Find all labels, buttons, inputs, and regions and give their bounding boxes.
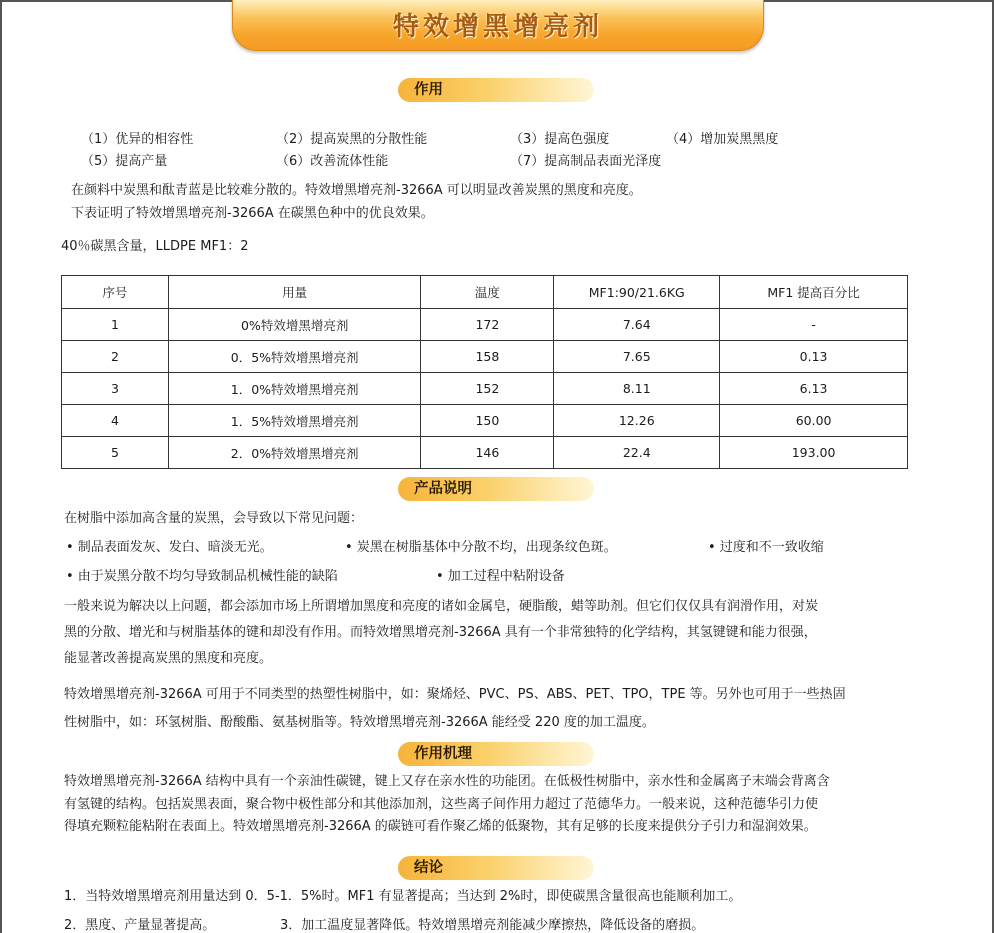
- table-cell: 0.13: [720, 341, 908, 373]
- mechanism-line: 得填充颗粒能粘附在表面上。特效增黑增亮剂-3266A 的碳链可看作聚乙烯的低聚物，其有足够的长度来提供分子引力和湿润效果。: [64, 819, 817, 834]
- mechanism-line: 特效增黑增亮剂-3266A 结构中具有一个亲油性碳键，键上又存在亲水性的功能团。在低极性树脂中，亲水性和金属离子末端会背离含: [64, 774, 830, 789]
- problem-bullet: • 制品表面发灰、发白、暗淡无光。: [66, 540, 273, 555]
- product-paragraph-line: 能显著改善提高炭黑的黑度和亮度。: [64, 651, 273, 666]
- table-cell: 12.26: [554, 405, 720, 437]
- table-cell: 2．0%特效增黑增亮剂: [168, 437, 421, 469]
- table-cell: 1: [62, 309, 169, 341]
- section-heading-mechanism: 作用机理: [398, 742, 594, 766]
- intro-line: 在颜料中炭黑和酞青蓝是比较难分散的。特效增黑增亮剂-3266A 可以明显改善炭黑的黑度和亮度。: [71, 183, 642, 198]
- table-cell: 5: [62, 437, 169, 469]
- feature-item: （7）提高制品表面光泽度: [510, 154, 662, 169]
- table-header-row: [62, 276, 908, 309]
- table-cell: 60.00: [720, 405, 908, 437]
- product-lead: 在树脂中添加高含量的炭黑，会导致以下常见问题：: [64, 511, 364, 526]
- table-cell: 172: [421, 309, 554, 341]
- conclusion-item: 2．黑度、产量显著提高。: [64, 918, 216, 933]
- table-row: [62, 373, 908, 405]
- table-row: [62, 405, 908, 437]
- feature-item: （3）提高色强度: [510, 132, 610, 147]
- table-row: [62, 437, 908, 469]
- table-row: [62, 309, 908, 341]
- results-table: [61, 275, 908, 469]
- table-cell: 193.00: [720, 437, 908, 469]
- intro-line: 下表证明了特效增黑增亮剂-3266A 在碳黑色种中的优良效果。: [71, 206, 434, 221]
- table-cell: 152: [421, 373, 554, 405]
- product-paragraph-line: 特效增黑增亮剂-3266A 可用于不同类型的热塑性树脂中，如：聚烯烃、PVC、PS、ABS、PET、TPO，TPE 等。另外也可用于一些热固: [64, 687, 846, 702]
- test-condition: 40％碳黑含量，LLDPE MF1：2: [61, 239, 249, 254]
- column-header: MF1 提高百分比: [720, 276, 908, 309]
- table-cell: 1．5%特效增黑增亮剂: [168, 405, 421, 437]
- conclusion-item: 3．加工温度显著降低。特效增黑增亮剂能减少摩擦热，降低设备的磨损。: [280, 918, 705, 933]
- problem-bullet: • 由于炭黑分散不均匀导致制品机械性能的缺陷: [66, 569, 338, 584]
- feature-item: （1）优异的相容性: [81, 132, 194, 147]
- feature-item: （4）增加炭黑黑度: [666, 132, 779, 147]
- product-paragraph-line: 一般来说为解决以上问题，都会添加市场上所谓增加黑度和亮度的诸如金属皂，硬脂酸，蜡等助剂。但它们仅仅具有润滑作用，对炭: [64, 599, 819, 614]
- section-heading-function: 作用: [398, 78, 594, 102]
- table-cell: 0%特效增黑增亮剂: [168, 309, 421, 341]
- table-cell: 8.11: [554, 373, 720, 405]
- table-cell: 2: [62, 341, 169, 373]
- column-header: 用量: [168, 276, 421, 309]
- title-banner: [232, 0, 764, 51]
- table-cell: 158: [421, 341, 554, 373]
- table-cell: 4: [62, 405, 169, 437]
- page-title: 特效增黑增亮剂: [392, 12, 603, 42]
- table-cell: 6.13: [720, 373, 908, 405]
- table-row: [62, 341, 908, 373]
- problem-bullet: • 过度和不一致收缩: [708, 540, 824, 555]
- feature-item: （5）提高产量: [81, 154, 168, 169]
- column-header: 序号: [62, 276, 169, 309]
- table-cell: -: [720, 309, 908, 341]
- table-cell: 1．0%特效增黑增亮剂: [168, 373, 421, 405]
- conclusion-item: 1．当特效增黑增亮剂用量达到 0．5-1．5%时。MF1 有显著提高；当达到 2%时，即使碳黑含量很高也能顺利加工。: [64, 889, 742, 904]
- section-heading-product: 产品说明: [398, 477, 594, 501]
- feature-item: （2）提高炭黑的分散性能: [276, 132, 428, 147]
- table-cell: 0．5%特效增黑增亮剂: [168, 341, 421, 373]
- product-paragraph-line: 性树脂中，如：环氢树脂、酚酸酯、氨基树脂等。特效增黑增亮剂-3266A 能经受 220 度的加工温度。: [64, 715, 655, 730]
- product-paragraph-line: 黑的分散、增光和与树脂基体的键和却没有作用。而特效增黑增亮剂-3266A 具有一个非常独特的化学结构，其氢键键和能力很强，: [64, 625, 817, 640]
- table-cell: 146: [421, 437, 554, 469]
- table-cell: 3: [62, 373, 169, 405]
- table-cell: 7.65: [554, 341, 720, 373]
- column-header: 温度: [421, 276, 554, 309]
- problem-bullet: • 炭黑在树脂基体中分散不均，出现条纹色斑。: [345, 540, 617, 555]
- table-cell: 22.4: [554, 437, 720, 469]
- problem-bullet: • 加工过程中粘附设备: [436, 569, 565, 584]
- column-header: MF1:90/21.6KG: [554, 276, 720, 309]
- mechanism-line: 有氢键的结构。包括炭黑表面，聚合物中极性部分和其他添加剂，这些离子间作用力超过了范德华力。一般来说，这种范德华引力使: [64, 797, 819, 812]
- feature-item: （6）改善流体性能: [276, 154, 389, 169]
- table-cell: 150: [421, 405, 554, 437]
- section-heading-conclusion: 结论: [398, 856, 594, 880]
- table-cell: 7.64: [554, 309, 720, 341]
